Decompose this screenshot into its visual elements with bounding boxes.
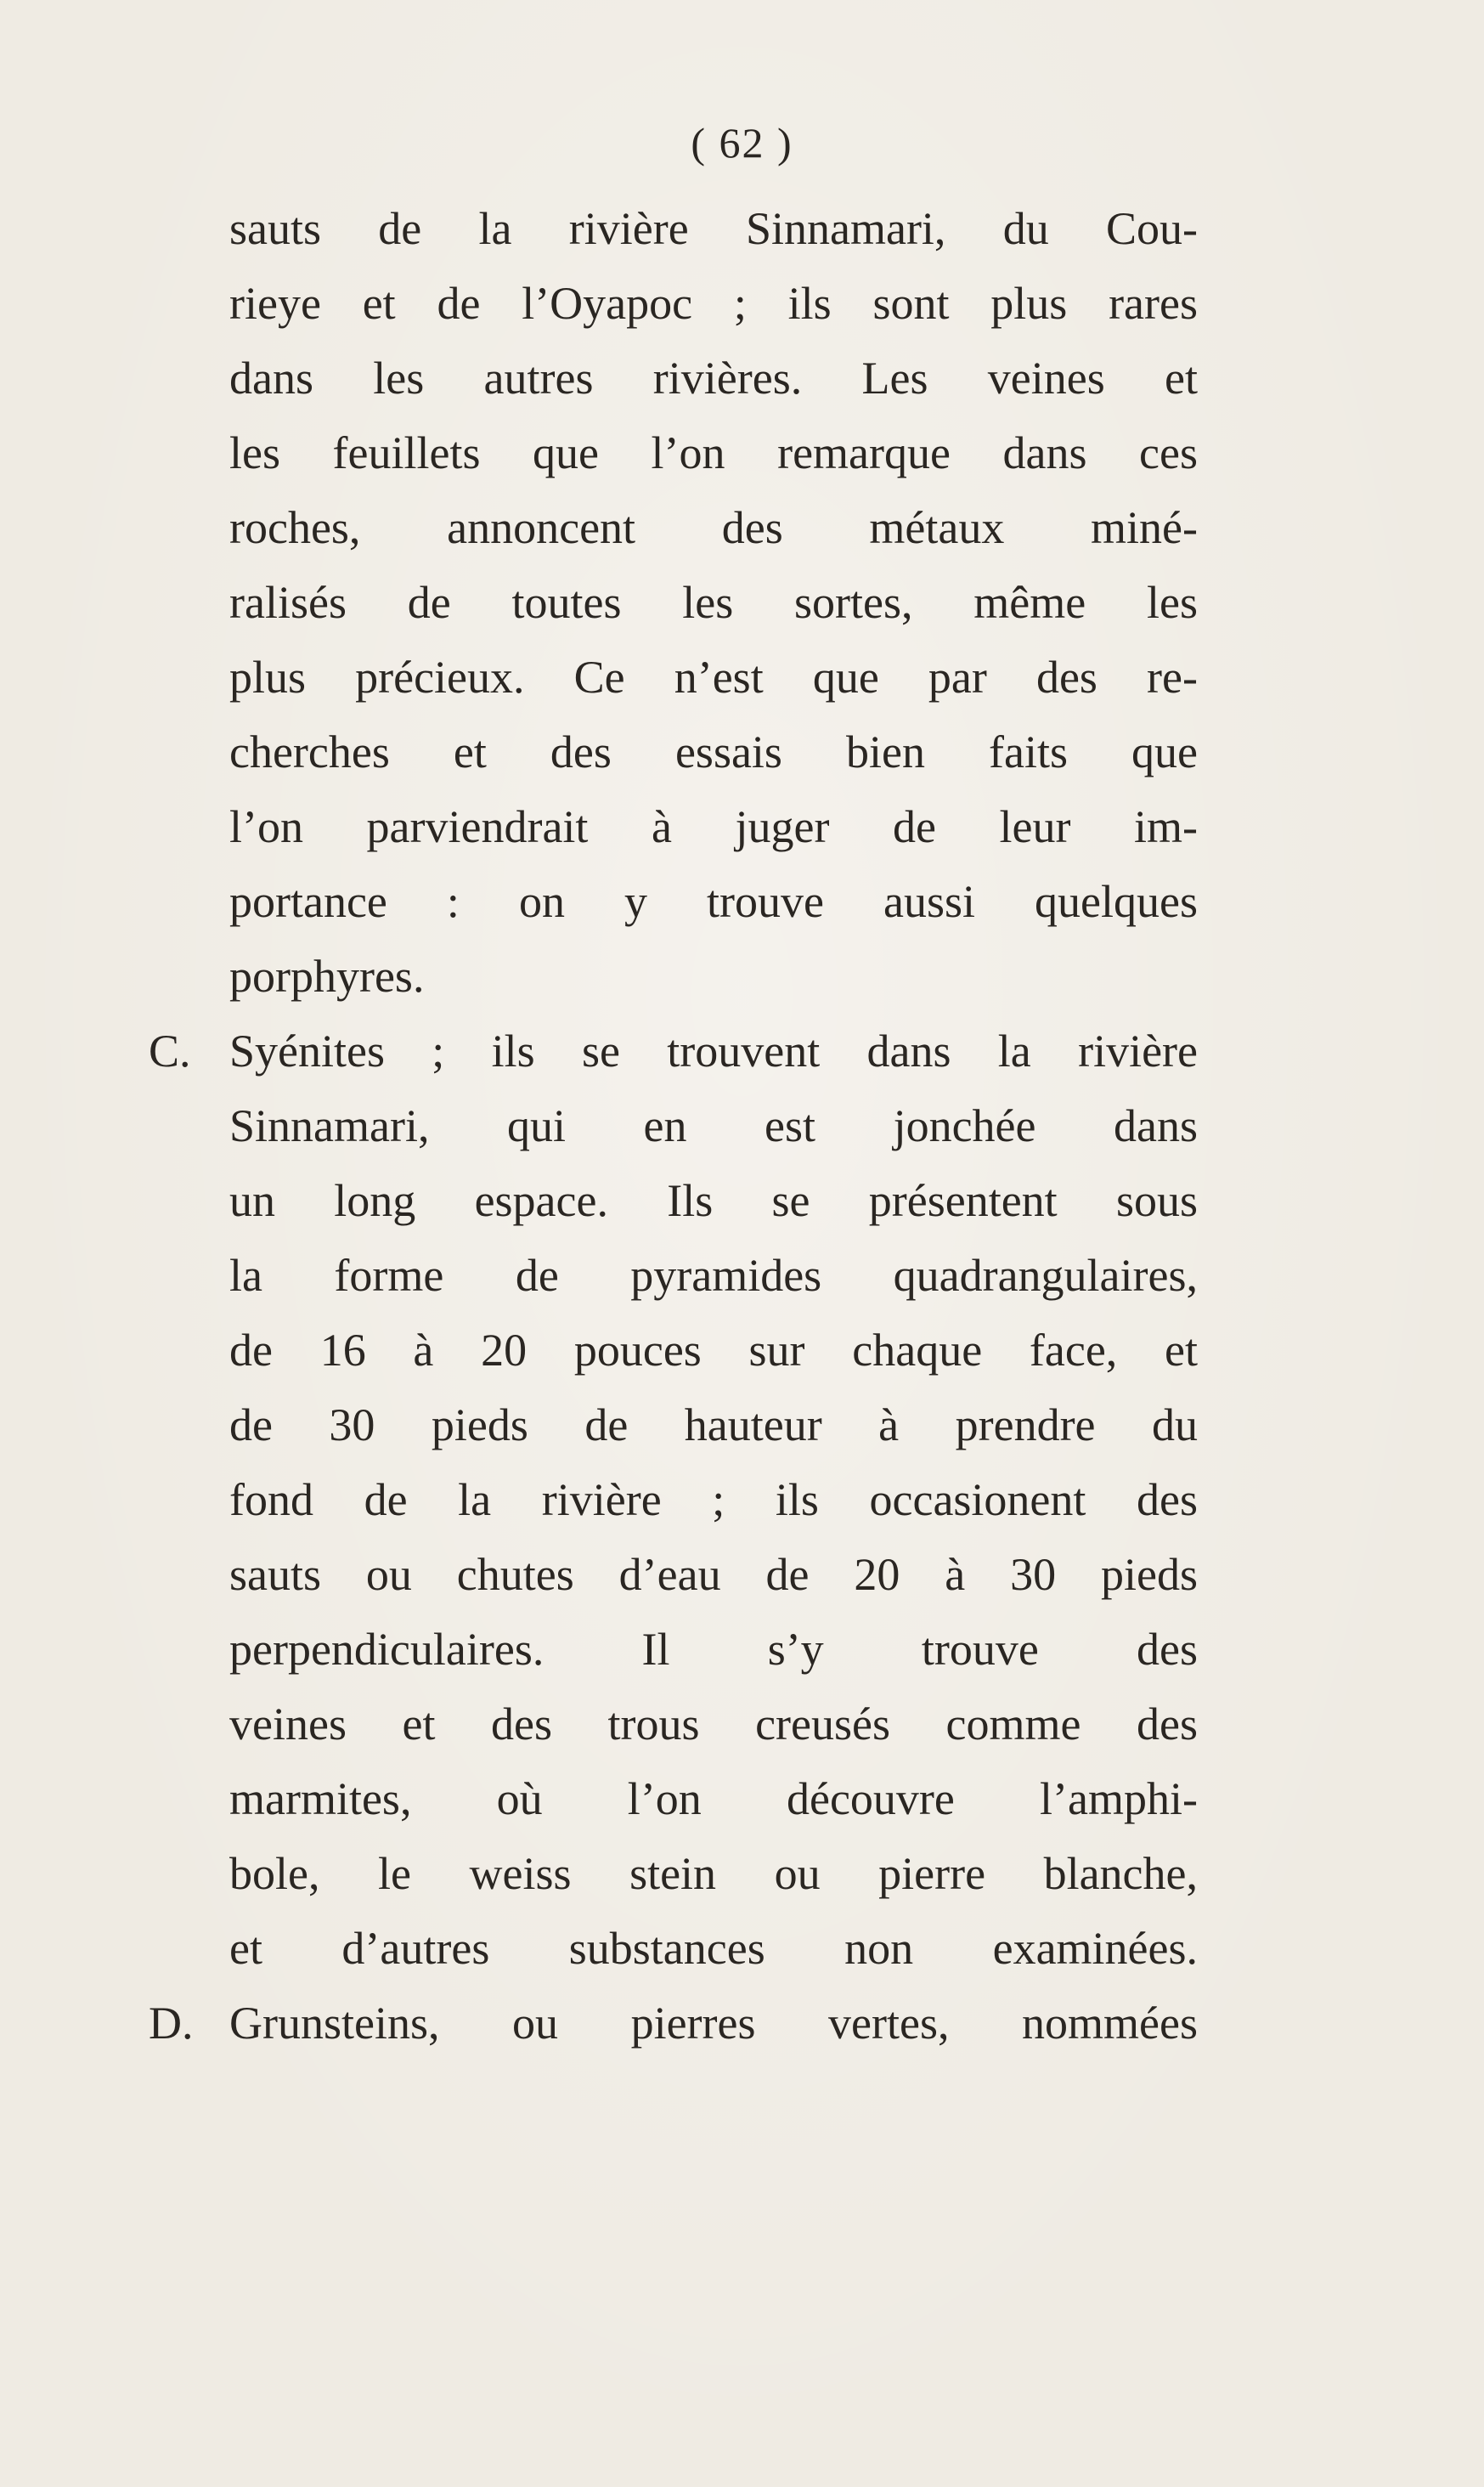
line-text: plus précieux. Ce n’est que par des re- bbox=[229, 652, 1198, 703]
text-line bbox=[229, 1612, 1198, 1687]
text-line bbox=[229, 1687, 1198, 1761]
text-line bbox=[229, 266, 1198, 341]
text-line bbox=[229, 1163, 1198, 1238]
text-line bbox=[229, 415, 1198, 490]
line-text: la forme de pyramides quadrangulaires, bbox=[229, 1250, 1198, 1301]
line-text: l’on parviendrait à juger de leur im- bbox=[229, 801, 1198, 852]
line-text: veines et des trous creusés comme des bbox=[229, 1699, 1198, 1749]
text-line-section-d bbox=[149, 1986, 1198, 2060]
section-marker-d: D. bbox=[149, 1998, 194, 2049]
text-line bbox=[229, 1911, 1198, 1986]
text-line bbox=[229, 1836, 1198, 1911]
line-text: Sinnamari, qui en est jonchée dans bbox=[229, 1100, 1198, 1151]
text-line bbox=[229, 565, 1198, 640]
text-line bbox=[229, 1537, 1198, 1612]
line-text: porphyres. bbox=[229, 951, 425, 1002]
text-line bbox=[229, 789, 1198, 864]
text-line bbox=[229, 640, 1198, 715]
text-line bbox=[229, 1462, 1198, 1537]
line-text: roches, annoncent des métaux miné- bbox=[229, 502, 1198, 553]
text-line bbox=[229, 864, 1198, 939]
text-line bbox=[229, 1761, 1198, 1836]
text-line bbox=[229, 939, 1198, 1014]
text-line bbox=[229, 1313, 1198, 1388]
line-text: les feuillets que l’on remarque dans ces bbox=[229, 427, 1198, 478]
text-line-section-c bbox=[149, 1014, 1198, 1088]
line-text: Grunsteins, ou pierres vertes, nommées bbox=[229, 1998, 1198, 2049]
text-line bbox=[229, 490, 1198, 565]
line-text: dans les autres rivières. Les veines et bbox=[229, 353, 1198, 404]
line-text: Syénites ; ils se trouvent dans la rivière bbox=[229, 1026, 1198, 1077]
line-text: sauts ou chutes d’eau de 20 à 30 pieds bbox=[229, 1549, 1198, 1600]
line-text: et d’autres substances non examinées. bbox=[229, 1923, 1198, 1974]
line-text: fond de la rivière ; ils occasionent des bbox=[229, 1474, 1198, 1525]
line-text: de 30 pieds de hauteur à prendre du bbox=[229, 1399, 1198, 1450]
text-line bbox=[229, 1238, 1198, 1313]
line-text: portance : on y trouve aussi quelques bbox=[229, 876, 1198, 927]
line-text: de 16 à 20 pouces sur chaque face, et bbox=[229, 1325, 1198, 1376]
line-text: perpendiculaires. Il s’y trouve des bbox=[229, 1624, 1198, 1675]
line-text: un long espace. Ils se présentent sous bbox=[229, 1175, 1198, 1226]
text-line bbox=[229, 1088, 1198, 1163]
page-number: ( 62 ) bbox=[691, 119, 793, 167]
line-text: rieye et de l’Oyapoc ; ils sont plus rares bbox=[229, 278, 1198, 329]
line-text: cherches et des essais bien faits que bbox=[229, 726, 1198, 777]
text-line bbox=[229, 191, 1198, 266]
text-line bbox=[229, 715, 1198, 789]
body-text bbox=[149, 191, 1198, 2060]
line-text: bole, le weiss stein ou pierre blanche, bbox=[229, 1848, 1198, 1899]
line-text: marmites, où l’on découvre l’amphi- bbox=[229, 1773, 1198, 1824]
text-line bbox=[229, 341, 1198, 415]
line-text: sauts de la rivière Sinnamari, du Cou- bbox=[229, 203, 1198, 254]
line-text: ralisés de toutes les sortes, même les bbox=[229, 577, 1198, 628]
section-marker-c: C. bbox=[149, 1026, 191, 1077]
text-line bbox=[229, 1388, 1198, 1462]
